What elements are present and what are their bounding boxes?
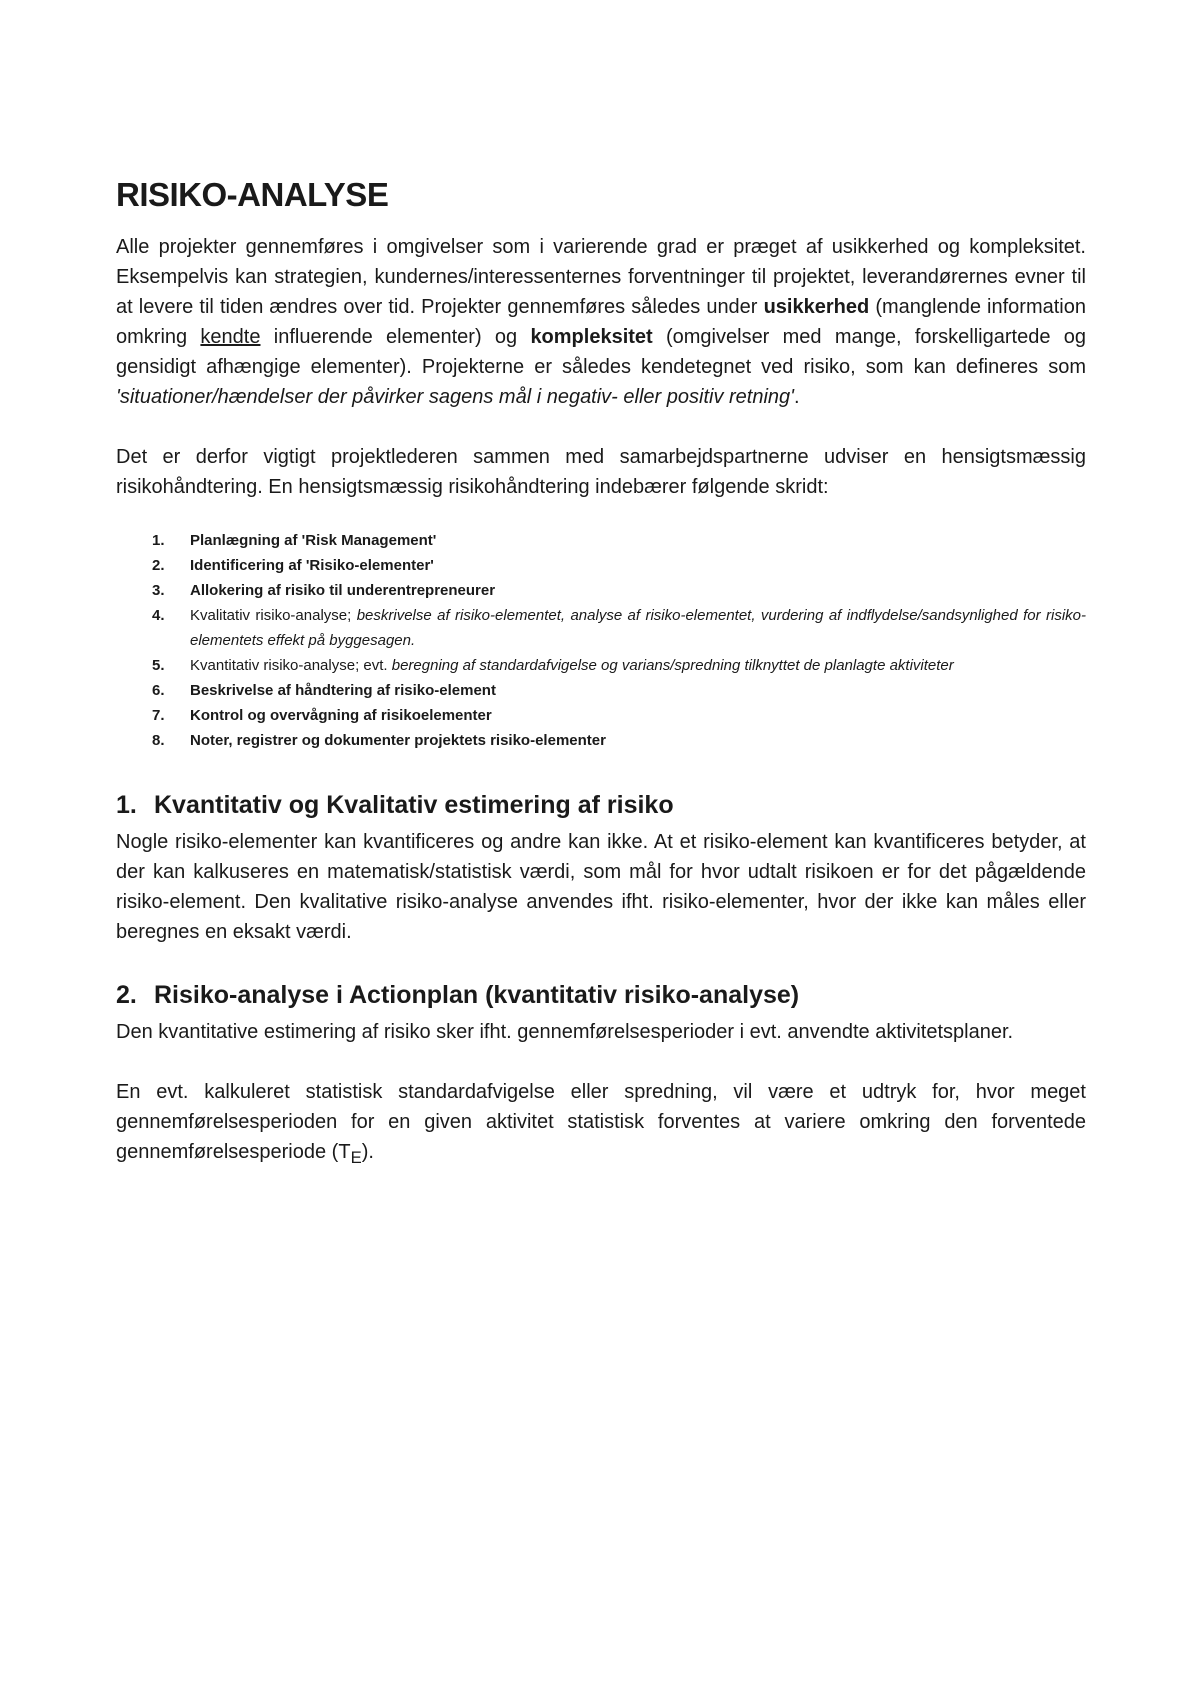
section-1 bbox=[116, 787, 1086, 947]
list-item: 3. Allokering af risiko til underentrepreneurer bbox=[152, 582, 496, 599]
intro-text-3: influerende elementer) og bbox=[260, 326, 531, 348]
intro-text-5: . bbox=[793, 386, 800, 408]
list-item: 1. Planlægning af 'Risk Management' bbox=[152, 532, 437, 549]
list-item: 6. Beskrivelse af håndtering af risiko-element bbox=[152, 682, 496, 699]
list-item: 5. Kvantitativ risiko-analyse; evt. beregning af standardafvigelse og varians/spredning tilknyttet de planlagte aktiviteter bbox=[152, 657, 954, 674]
intro-paragraph bbox=[116, 232, 1086, 412]
intro-italic-definition: 'situationer/hændelser der påvirker sagens mål i negativ- eller positiv retning' bbox=[116, 386, 794, 408]
intro-text-4: (omgivelser med mange, forskelligartede og gensidigt afhængige elementer). Projekterne er således kendetegnet ved risiko, som kan defineres som bbox=[116, 326, 1086, 378]
list-item: 2. Identificering af 'Risiko-elementer' bbox=[152, 557, 434, 574]
section-2-heading: 2. Risiko-analyse i Actionplan (kvantitativ risiko-analyse) bbox=[116, 981, 800, 1009]
section-2 bbox=[116, 977, 1086, 1173]
section-2-body-1: Den kvantitative estimering af risiko sker ifht. gennemførelsesperioder i evt. anvendte aktivitetsplaner. bbox=[116, 1021, 1014, 1043]
steps-list bbox=[116, 528, 1086, 753]
section-1-heading: 1. Kvantitativ og Kvalitativ estimering af risiko bbox=[116, 791, 674, 819]
intro-bold-usikkerhed: usikkerhed bbox=[763, 296, 870, 318]
intro-bold-kompleksitet: kompleksitet bbox=[530, 326, 653, 348]
list-item: 8. Noter, registrer og dokumenter projektets risiko-elementer bbox=[152, 732, 606, 749]
intro-underline-kendte: kendte bbox=[200, 326, 261, 348]
page-title: RISIKO-ANALYSE bbox=[116, 176, 389, 213]
section-2-body-2: En evt. kalkuleret statistisk standardafvigelse eller spredning, vil være et udtryk for, hvor meget gennemførelsesperioden for en given aktivitet statistisk forventes at variere omkring den forventede gennemførelsesperiode $(T_E)$. bbox=[116, 1081, 1086, 1167]
list-item: 7. Kontrol og overvågning af risikoelementer bbox=[152, 707, 492, 724]
intro-text-2: (manglende information omkring bbox=[116, 296, 1086, 348]
document-content bbox=[116, 176, 1086, 1203]
intro-text-1: Alle projekter gennemføres i omgivelser som i varierende grad er præget af usikkerhed og kompleksitet. Eksempelvis kan strategien, kundernes/interessenternes forventninger til projektet, leverandørernes evner til at levere til tiden ændres over tid. Projekter gennemføres således under bbox=[116, 236, 1086, 318]
list-item: 4. Kvalitativ risiko-analyse; beskrivelse af risiko-elementet, analyse af risiko-elementet, vurdering af indflydelse/sandsynlighed for risiko-elementets effekt på byggesagen. bbox=[152, 607, 1086, 649]
section-1-body: Nogle risiko-elementer kan kvantificeres og andre kan ikke. At et risiko-element kan kvantificeres betyder, at der kan kalkuseres en matematisk/statistisk værdi, som mål for hvor udtalt risikoen er for det pågældende risiko-element. Den kvalitative risiko-analyse anvendes ifht. risiko-elementer, hvor der ikke kan måles eller beregnes en eksakt værdi. bbox=[116, 831, 1086, 943]
risk-handling-paragraph: Det er derfor vigtigt projektlederen sammen med samarbejdspartnerne udviser en hensigtsmæssig risikohåndtering. En hensigtsmæssig risikohåndtering indebærer følgende skridt: bbox=[116, 446, 1086, 498]
